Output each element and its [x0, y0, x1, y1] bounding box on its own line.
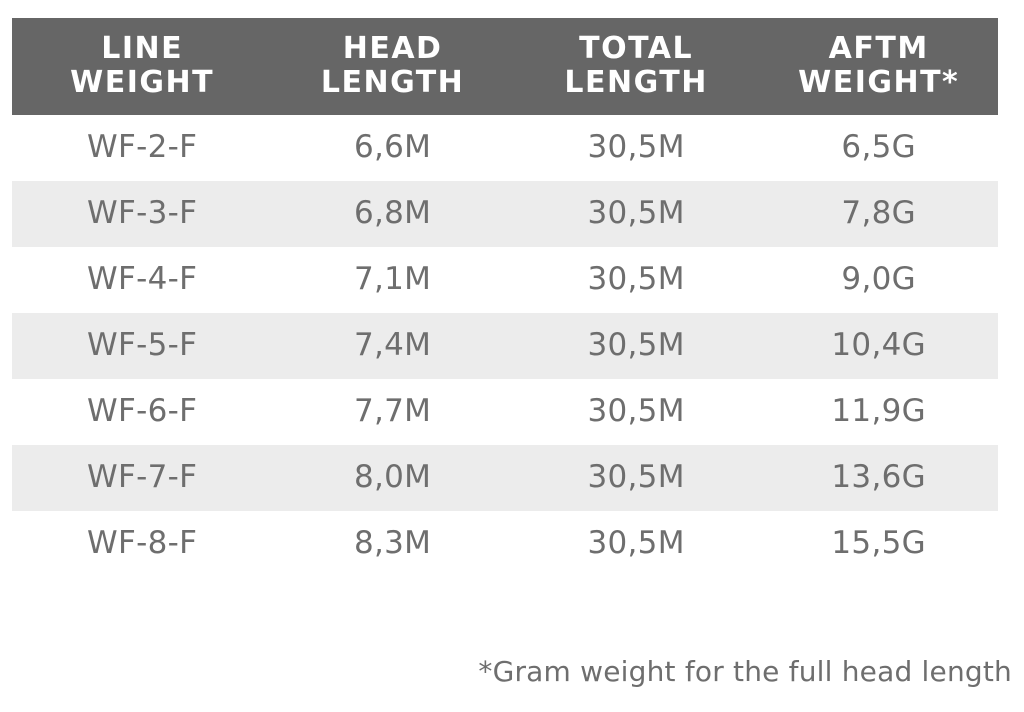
table-row	[12, 247, 998, 313]
column-header-aftm-weight	[759, 18, 998, 115]
cell-head-length: 8,3M	[272, 511, 513, 577]
table-row	[12, 115, 998, 181]
cell-total-length: 30,5M	[513, 115, 760, 181]
cell-head-length: 7,4M	[272, 313, 513, 379]
table-row	[12, 445, 998, 511]
cell-head-length: 6,6M	[272, 115, 513, 181]
cell-head-length: 6,8M	[272, 181, 513, 247]
cell-total-length: 30,5M	[513, 247, 760, 313]
cell-aftm-weight: 11,9G	[759, 379, 998, 445]
cell-head-length: 7,1M	[272, 247, 513, 313]
column-header-total-length	[513, 18, 760, 115]
cell-line-weight: WF-2-F	[12, 115, 272, 181]
cell-head-length: 8,0M	[272, 445, 513, 511]
cell-total-length: 30,5M	[513, 445, 760, 511]
column-header-total-length-line2: LENGTH	[564, 64, 708, 100]
spec-table-sheet	[0, 18, 1024, 712]
table-header-row	[12, 18, 998, 115]
column-header-aftm-weight-line1: AFTM	[828, 31, 929, 66]
cell-head-length: 7,7M	[272, 379, 513, 445]
cell-aftm-weight: 13,6G	[759, 445, 998, 511]
column-header-head-length	[272, 18, 513, 115]
column-header-head-length-line2: LENGTH	[320, 64, 465, 100]
column-header-aftm-weight-line2: WEIGHT*	[798, 64, 960, 100]
cell-line-weight: WF-3-F	[12, 181, 272, 247]
table-body	[12, 115, 998, 577]
column-header-line-weight	[12, 18, 272, 115]
cell-total-length: 30,5M	[513, 181, 760, 247]
cell-aftm-weight: 10,4G	[759, 313, 998, 379]
column-header-head-length-line1: HEAD	[342, 31, 443, 66]
cell-total-length: 30,5M	[513, 313, 760, 379]
table-footnote: *Gram weight for the full head length	[478, 655, 1012, 688]
table-row	[12, 181, 998, 247]
column-header-total-length-line1: TOTAL	[579, 31, 694, 66]
cell-line-weight: WF-5-F	[12, 313, 272, 379]
cell-aftm-weight: 9,0G	[759, 247, 998, 313]
cell-line-weight: WF-8-F	[12, 511, 272, 577]
line-specification-table	[12, 18, 998, 577]
cell-line-weight: WF-7-F	[12, 445, 272, 511]
table-header	[12, 18, 998, 115]
table-row	[12, 511, 998, 577]
cell-aftm-weight: 6,5G	[759, 115, 998, 181]
cell-line-weight: WF-4-F	[12, 247, 272, 313]
cell-total-length: 30,5M	[513, 379, 760, 445]
cell-aftm-weight: 15,5G	[759, 511, 998, 577]
table-row	[12, 379, 998, 445]
column-header-line-weight-line1: LINE	[101, 31, 184, 66]
column-header-line-weight-line2: WEIGHT	[70, 64, 215, 100]
table-row	[12, 313, 998, 379]
cell-line-weight: WF-6-F	[12, 379, 272, 445]
cell-total-length: 30,5M	[513, 511, 760, 577]
cell-aftm-weight: 7,8G	[759, 181, 998, 247]
